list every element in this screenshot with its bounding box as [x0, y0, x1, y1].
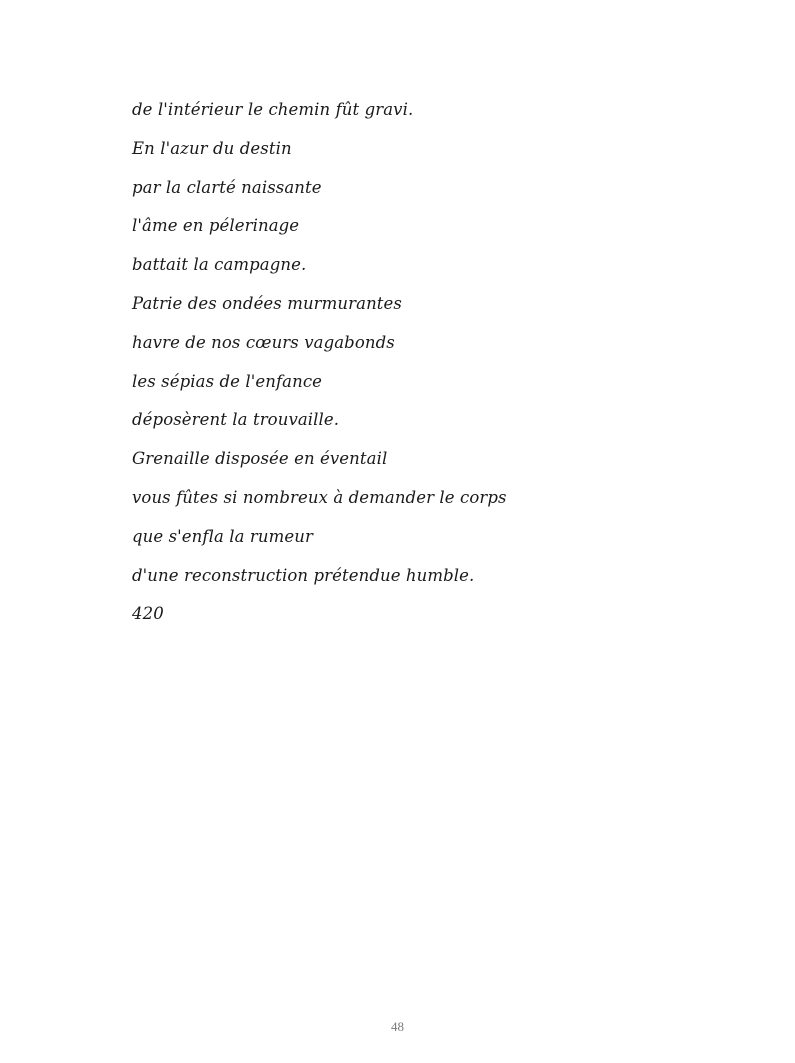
- poem-line: que s'enfla la rumeur: [132, 526, 313, 546]
- poem-line: les sépias de l'enfance: [132, 371, 323, 391]
- poem-line: En l'azur du destin: [132, 138, 292, 158]
- page-number: 48: [391, 1019, 404, 1034]
- poem-line: Patrie des ondées murmurantes: [132, 293, 402, 313]
- poem-line: par la clarté naissante: [132, 177, 322, 197]
- poem-line: Grenaille disposée en éventail: [132, 449, 388, 469]
- poem-line: l'âme en pélerinage: [132, 216, 300, 236]
- poem-line: de l'intérieur le chemin fût gravi.: [132, 100, 414, 119]
- poem-text: [132, 99, 507, 642]
- poem-line: havre de nos cœurs vagabonds: [132, 332, 395, 352]
- poem-line: déposèrent la trouvaille.: [132, 410, 340, 430]
- verse-number: 420: [132, 604, 164, 624]
- poem-line: d'une reconstruction prétendue humble.: [132, 565, 475, 585]
- poem-line: battait la campagne.: [132, 255, 307, 275]
- poem-line: vous fûtes si nombreux à demander le corps: [132, 487, 507, 507]
